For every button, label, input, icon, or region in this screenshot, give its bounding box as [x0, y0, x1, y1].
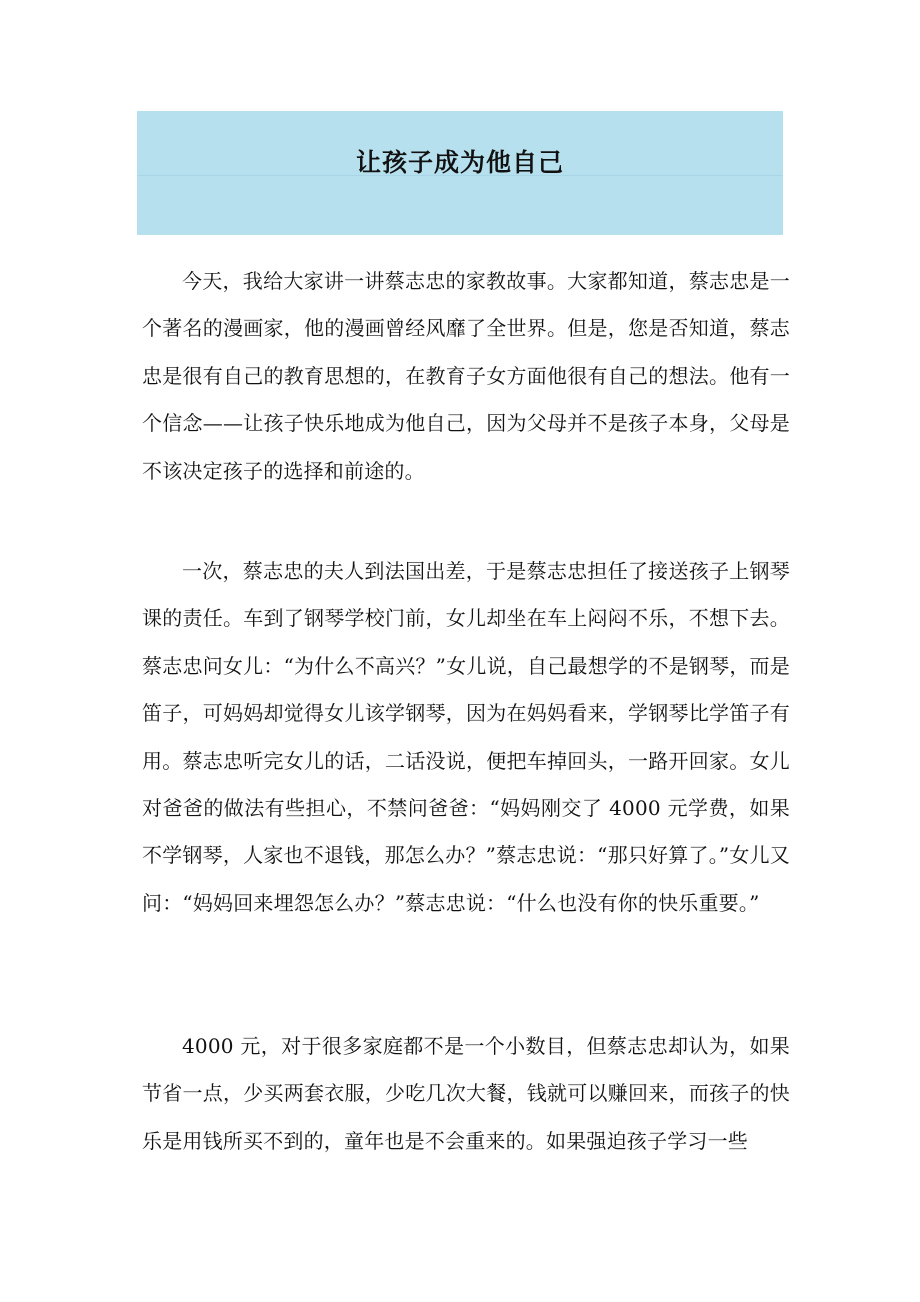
paragraph-reflection: 4000 元，对于很多家庭都不是一个小数目，但蔡志忠却认为，如果节省一点，少买两套衣服，少吃几次大餐，钱就可以赚回来，而孩子的快乐是用钱所买不到的，童年也是不会重来的。如果强迫孩子学习一些	[142, 1034, 790, 1153]
paragraph-piano-story: 一次，蔡志忠的夫人到法国出差，于是蔡志忠担任了接送孩子上钢琴课的责任。车到了钢琴学校门前，女儿却坐在车上闷闷不乐，不想下去。蔡志忠问女儿：“为什么不高兴？”女儿说，自己最想学的不是钢琴，而是笛子，可妈妈却觉得女儿该学钢琴，因为在妈妈看来，学钢琴比学笛子有用。蔡志忠听完女儿的话，二话没说，便把车掉回头，一路开回家。女儿对爸爸的做法有些担心，不禁问爸爸：“妈妈刚交了 4000 元学费，如果不学钢琴，人家也不退钱，那怎么办？”蔡志忠说：“那只好算了。”女儿又问：“妈妈回来埋怨怎么办？”蔡志忠说：“什么也没有你的快乐重要。”	[142, 559, 790, 915]
document-title: 让孩子成为他自己	[355, 148, 564, 177]
title-banner	[137, 111, 783, 235]
paragraph-intro: 今天，我给大家讲一讲蔡志忠的家教故事。大家都知道，蔡志忠是一个著名的漫画家，他的漫画曾经风靡了全世界。但是，您是否知道，蔡志忠是很有自己的教育思想的，在教育子女方面他很有自己的想法。他有一个信念——让孩子快乐地成为他自己，因为父母并不是孩子本身，父母是不该决定孩子的选择和前途的。	[142, 269, 790, 483]
